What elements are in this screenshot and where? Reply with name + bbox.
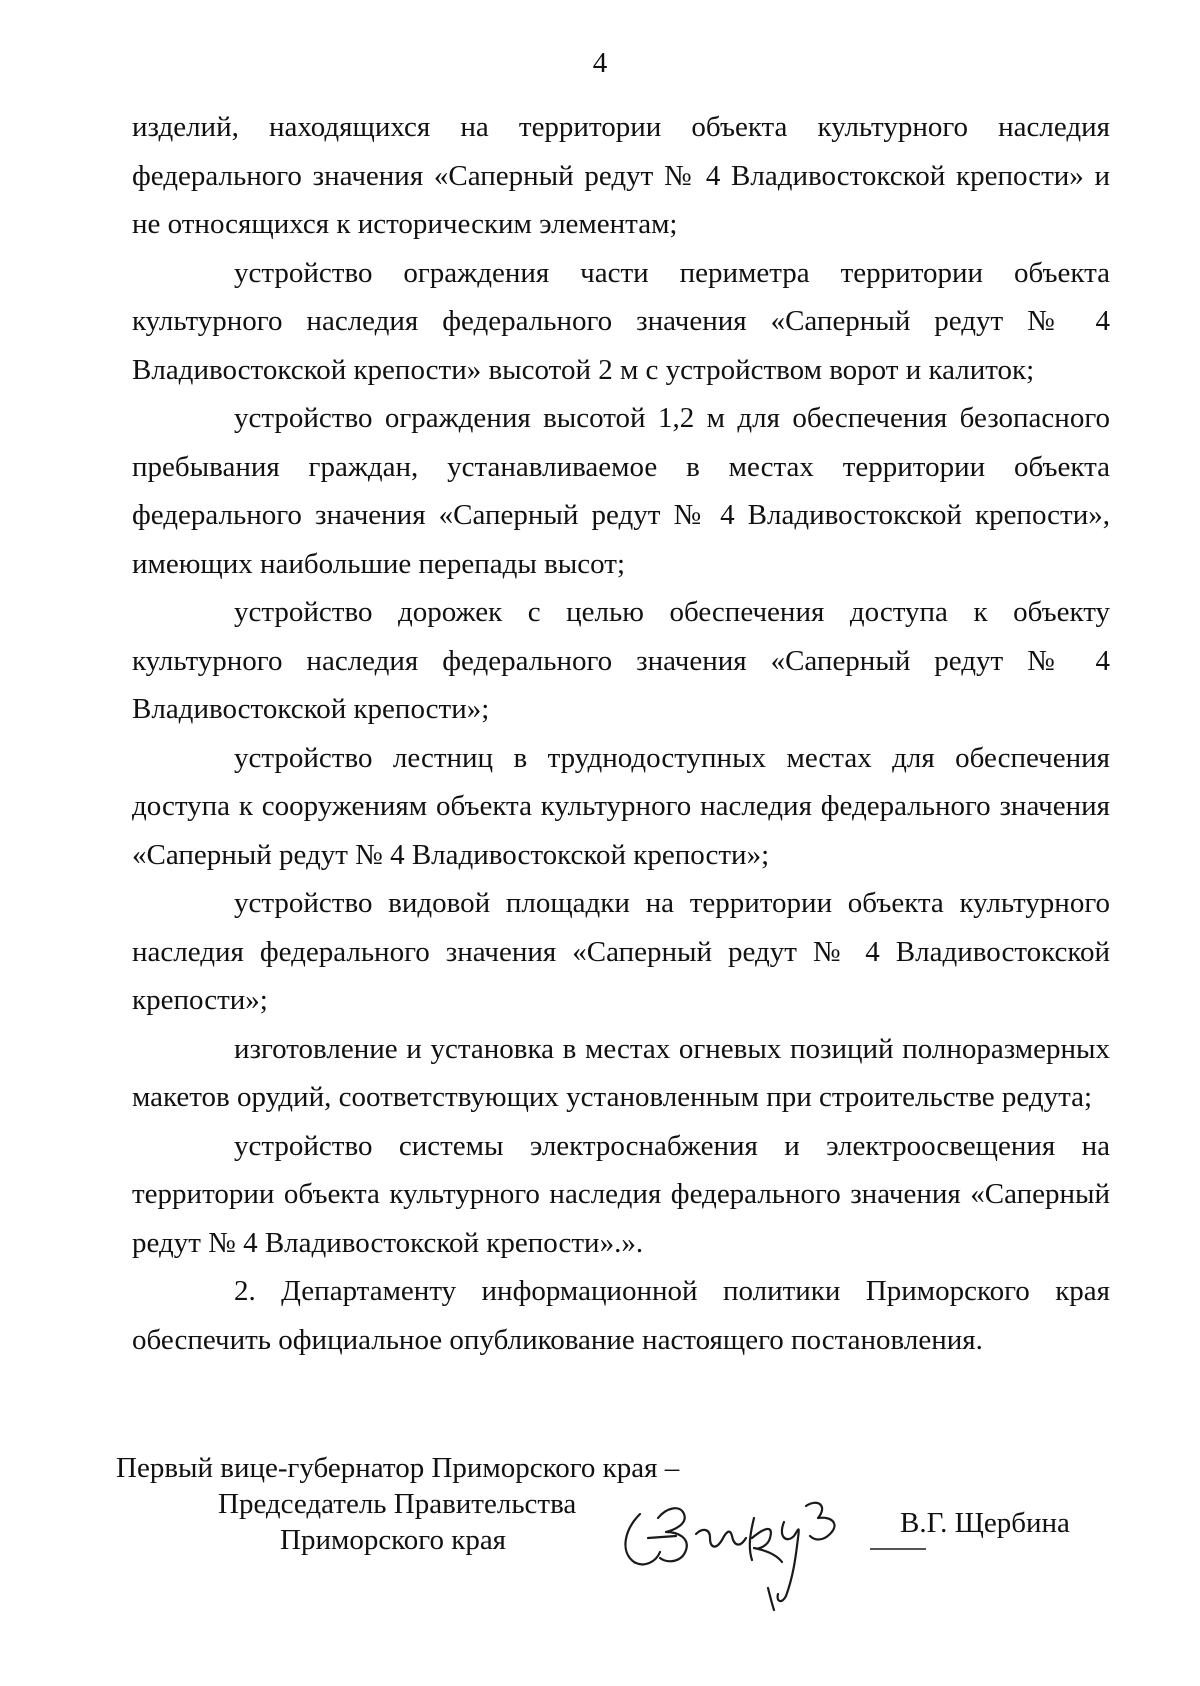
paragraph-4: устройство дорожек с целью обеспечения доступа к объекту культурного наследия федерального значения «Саперный редут № 4 Владивостокской крепости»; xyxy=(132,596,1110,725)
signatory-title-line-1: Первый вице-губернатор Приморского края – xyxy=(116,1452,680,1484)
paragraph-8: устройство системы электроснабжения и электроосвещения на территории объекта культурного наследия федерального значения «Саперный редут № 4 Владивостокской крепости».». xyxy=(132,1129,1110,1259)
signatory-title-line-3: Приморского края xyxy=(280,1524,507,1556)
page-number: 4 xyxy=(592,47,608,79)
paragraph-3: устройство ограждения высотой 1,2 м для обеспечения безопасного пребывания граждан, устанавливаемое в местах территории объекта федерального значения «Саперный редут № 4 Владивостокской крепости», имеющих наибольшие перепады высот; xyxy=(132,402,1110,580)
paragraph-9: 2. Департаменту информационной политики Приморского края обеспечить официальное опубликование настоящего постановления. xyxy=(132,1275,1110,1356)
paragraph-7: изготовление и установка в местах огневых позиций полноразмерных макетов орудий, соответствующих установленным при строительстве редута; xyxy=(132,1032,1110,1113)
paragraph-2: устройство ограждения части периметра территории объекта культурного наследия федерального значения «Саперный редут № 4 Владивостокской крепости» высотой 2 м с устройством ворот и калиток; xyxy=(132,256,1110,386)
handwritten-signature xyxy=(618,1478,868,1628)
document-body xyxy=(132,103,1110,1364)
paragraph-6: устройство видовой площадки на территории объекта культурного наследия федерального значения «Саперный редут № 4 Владивостокской крепости»; xyxy=(132,887,1110,1016)
signatory-title-line-2: Председатель Правительства xyxy=(218,1488,577,1520)
paragraph-5: устройство лестниц в труднодоступных местах для обеспечения доступа к сооружениям объекта культурного наследия федерального значения «Саперный редут № 4 Владивостокской крепости»; xyxy=(132,741,1110,871)
signature-underline xyxy=(868,1546,928,1552)
paragraph-1: изделий, находящихся на территории объекта культурного наследия федерального значения «Саперный редут № 4 Владивостокской крепости» и не относящихся к историческим элементам; xyxy=(132,111,1110,240)
signer-name: В.Г. Щербина xyxy=(900,1507,1070,1539)
